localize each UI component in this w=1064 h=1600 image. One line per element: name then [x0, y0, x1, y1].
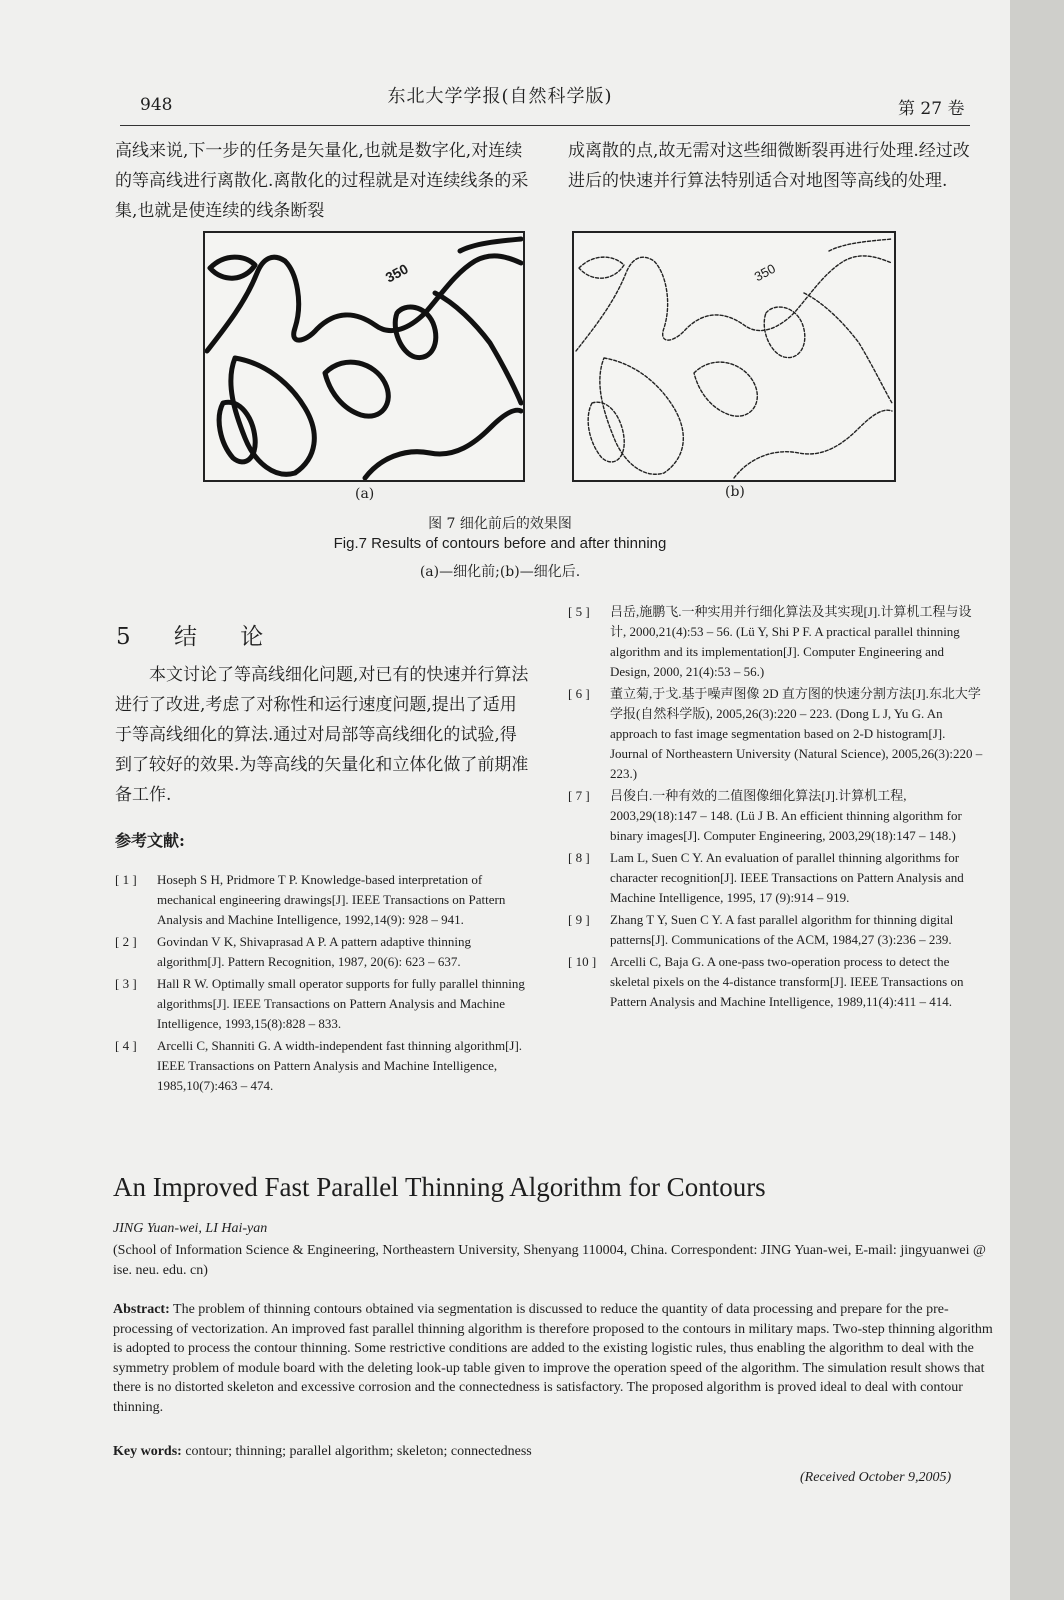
header-rule: [120, 125, 970, 126]
figure-b-after-thinning: [572, 231, 896, 482]
body-text-right: 成离散的点,故无需对这些细微断裂再进行处理.经过改进后的快速并行算法特别适合对地图等高线的处理.: [568, 141, 970, 191]
abstract-text: The problem of thinning contours obtained via segmentation is discussed to reduce the quantity of data processing and prepare for the pre-processing of vectorization. An improved fast parallel thinning algorithm is therefore proposed to the contours in military maps. Two-step thinning algorithm is adopted to process the contour thinning. Some restrictive conditions are added to the existing logistic rules, thus enabling the algorithm to deal with the symmetry problem of module board with the deleting look-up table given to improve the operation speed of the algorithm. The simulation result shows that there is no distorted skeleton and excessive corrosion and the connectedness is satisfactory. The proposed algorithm is proved ideal to deal with contour thinning.: [113, 1302, 993, 1415]
reference-item: [ 8 ] Lam L, Suen C Y. An evaluation of parallel thinning algorithms for character recognition[J]. IEEE Transactions on Pattern Analysis and Machine Intelligence, 1995, 17 (9):914 – 919.: [568, 850, 964, 905]
reference-item: [ 4 ] Arcelli C, Shanniti G. A width-independent fast thinning algorithm[J]. IEEE Transactions on Pattern Analysis and Machine Intelligence, 1985,10(7):463 – 474.: [115, 1038, 523, 1093]
references-right-column: [568, 602, 986, 1014]
reference-item: [ 1 ] Hoseph S H, Pridmore T P. Knowledge-based interpretation of mechanical engineering drawings[J]. IEEE Transactions on Pattern Analysis and Machine Intelligence, 1992,14(9): 928 – 941.: [115, 872, 506, 927]
volume-label: 第 27 卷: [898, 99, 965, 119]
english-title: An Improved Fast Parallel Thinning Algorithm for Contours: [113, 1172, 766, 1202]
reference-item: [ 3 ] Hall R W. Optimally small operator supports for fully parallel thinning algorithms[J]. IEEE Transactions on Pattern Analysis and Machine Intelligence, 1993,15(8):828 – 833.: [115, 976, 525, 1031]
figure-caption-en: Fig.7 Results of contours before and after thinning: [333, 535, 667, 552]
reference-item: [ 9 ] Zhang T Y, Suen C Y. A fast parallel algorithm for thinning digital patterns[J]. Communications of the ACM, 1984,27 (3):236 – 239.: [568, 912, 954, 947]
keywords-text: contour; thinning; parallel algorithm; skeleton; connectedness: [185, 1444, 532, 1459]
conclusion-text: [115, 660, 530, 810]
figure-caption-cn: 图 7 细化前后的效果图: [428, 516, 572, 532]
book-gutter: [1010, 0, 1064, 1600]
english-keywords: [113, 1444, 993, 1460]
reference-item: [ 6 ] 董立菊,于戈.基于噪声图像 2D 直方图的快速分割方法[J].东北大学学报(自然科学版), 2005,26(3):220 – 223. (Dong L J, Yu G. An approach to fast image segmentation based on 2-D histogram[J]. Journal of Northeastern University (Natural Science), 2005,26(3):220 – 223.): [568, 686, 983, 781]
reference-item: [ 5 ] 吕岳,施鹏飞.一种实用并行细化算法及其实现[J].计算机工程与设计, 2000,21(4):53 – 56. (Lü Y, Shi P F. A practical parallel thinning algorithm and its implementation[J]. Computer Engineering and Design, 2000, 21(4):53 – 56.): [568, 604, 972, 679]
references-left-column: [115, 870, 535, 1098]
conclusion-paragraph: 本文讨论了等高线细化问题,对已有的快速并行算法进行了改进,考虑了对称性和运行速度问题,提出了适用于等高线细化的算法.通过对局部等高线细化的试验,得到了较好的效果.为等高线的矢量化和立体化做了前期准备工作.: [115, 665, 529, 805]
figure-a-before-thinning: [203, 231, 525, 482]
reference-item: [ 2 ] Govindan V K, Shivaprasad A P. A pattern adaptive thinning algorithm[J]. Pattern Recognition, 1987, 20(6): 623 – 637.: [115, 934, 472, 969]
figure-caption-sub: (a)—细化前;(b)—细化后.: [419, 564, 581, 580]
section-heading: 5 结 论: [116, 624, 282, 650]
body-text-left: 高线来说,下一步的任务是矢量化,也就是数字化,对连续的等高线进行离散化.离散化的过程就是对连续线条的采集,也就是使连续的线条断裂: [115, 141, 529, 221]
english-abstract: [113, 1300, 993, 1417]
keywords-label: Key words:: [113, 1444, 182, 1459]
english-authors: JING Yuan-wei, LI Hai-yan: [113, 1221, 268, 1236]
journal-title: 东北大学学报(自然科学版): [387, 86, 613, 107]
page-number: 948: [140, 95, 173, 115]
received-date: (Received October 9,2005): [800, 1470, 952, 1485]
subfigure-label-a: (a): [355, 486, 375, 502]
abstract-label: Abstract:: [113, 1302, 170, 1317]
contour-label-a: 350: [382, 260, 411, 286]
reference-item: [ 10 ] Arcelli C, Baja G. A one-pass two-operation process to detect the skeletal pixels on the 4-distance transform[J]. IEEE Transactions on Pattern Analysis and Machine Intelligence, 1989,11(4):411 – 414.: [568, 954, 964, 1009]
reference-item: [ 7 ] 吕俊白.一种有效的二值图像细化算法[J].计算机工程, 2003,29(18):147 – 148. (Lü J B. An efficient thinning algorithm for binary images[J]. Computer Engineering, 2003,29(18):147 – 148.): [568, 788, 962, 843]
subfigure-label-b: (b): [725, 484, 745, 500]
references-heading: 参考文献:: [115, 831, 185, 850]
contour-label-b: 350: [751, 260, 778, 285]
english-affiliation: (School of Information Science & Engineering, Northeastern University, Shenyang 110004, China. Correspondent: JING Yuan-wei, E-mail: jingyuanwei @ ise. neu. edu. cn): [113, 1243, 986, 1278]
